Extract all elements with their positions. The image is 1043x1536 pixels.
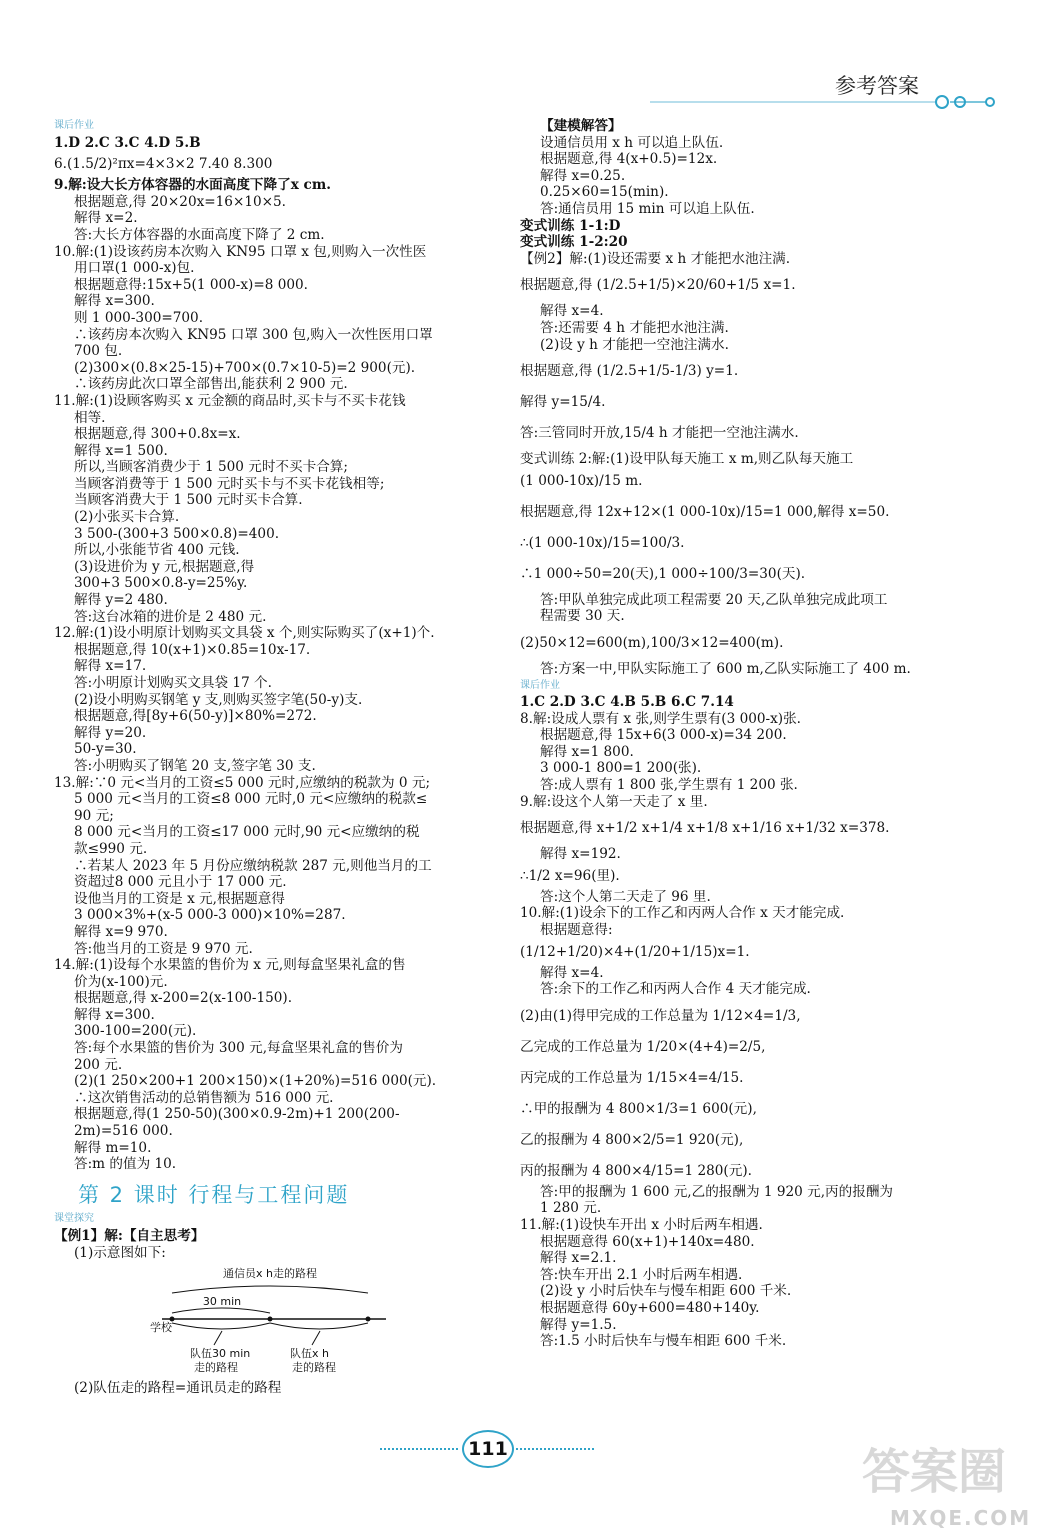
answer-line: 答:快车开出 2.1 小时后两车相遇. <box>540 1266 743 1283</box>
header-decoration <box>650 92 1000 116</box>
answer-line: 乙的报酬为 4 800×2/5=1 920(元), <box>520 1131 744 1148</box>
answer-line: 12.解:(1)设小明原计划购买文具袋 x 个,则实际购买了(x+1)个. <box>54 625 435 642</box>
answer-line: (2)小张买卡合算. <box>74 509 180 526</box>
answer-line: 答:小明购买了钢笔 20 支,签字笔 30 支. <box>74 757 316 774</box>
left-column <box>54 118 512 1396</box>
answer-line: 解得 x=0.25. <box>540 167 626 184</box>
answer-line: 设通信员用 x h 可以追上队伍. <box>540 134 724 151</box>
answer-line: 解得 y=15/4. <box>520 394 606 411</box>
answer-line: 变式训练 1-1:D <box>520 217 621 234</box>
answer-line: 解得 x=2. <box>74 210 138 227</box>
answer-line: 根据题意,得 10(x+1)×0.85=10x-17. <box>74 641 311 658</box>
answer-line: 根据题意得 60(x+1)+140x=480. <box>540 1233 755 1250</box>
answer-line: 14.解:(1)设每个水果篮的售价为 x 元,则每盒坚果礼盒的售 <box>54 957 406 974</box>
answer-line: 6.(1.5/2)²πx=4×3×2 7.40 8.300 <box>54 156 273 173</box>
answer-line: 答:大长方体容器的水面高度下降了 2 cm. <box>74 226 325 243</box>
header-title: 参考答案 <box>835 74 919 98</box>
answer-line: 款≤990 元. <box>74 840 148 857</box>
diagram-label-b1: 队伍x h <box>290 1347 329 1361</box>
answer-line: 答:1.5 小时后快车与慢车相距 600 千米. <box>540 1333 787 1350</box>
watermark-text: MXQE.COM <box>890 1506 1032 1530</box>
answer-line: 0.25×60=15(min). <box>540 184 669 201</box>
answer-line: 答:余下的工作乙和丙两人合作 4 天才能完成. <box>540 981 811 998</box>
example-heading: 【例1】解:【自主思考】 <box>54 1228 205 1244</box>
answer-line: 解得 y=1.5. <box>540 1316 617 1333</box>
section-tag: 课后作业 <box>54 120 94 131</box>
answer-line: (2)300×(0.8×25-15)+700×(0.7×10-5)=2 900(元). <box>74 359 416 376</box>
right-column <box>520 118 995 1350</box>
answer-line: ∴若某人 2023 年 5 月份应缴纳税款 287 元,则他当月的工 <box>74 857 432 874</box>
answer-line: 1.D 2.C 3.C 4.D 5.B <box>54 134 201 151</box>
watermark-logo <box>862 1430 1032 1506</box>
answer-line: 解得 x=2.1. <box>540 1250 617 1267</box>
answer-line: 【建模解答】 <box>540 118 622 134</box>
answer-line: 当顾客消费大于 1 500 元时买卡合算. <box>74 492 303 509</box>
answer-line: 1.C 2.D 3.C 4.B 5.B 6.C 7.14 <box>520 694 734 711</box>
answer-line: 解得 x=1 500. <box>74 442 168 459</box>
answer-line: 根据题意得 60y+600=480+140y. <box>540 1299 760 1316</box>
answer-line: 700 包. <box>74 343 123 360</box>
diagram-label-b2: 走的路程 <box>292 1361 336 1374</box>
answer-line: 答:这个人第二天走了 96 里. <box>540 888 711 905</box>
answer-line: 根据题意,得 (1/2.5+1/5-1/3) y=1. <box>520 363 739 380</box>
answer-line: 答:三管同时开放,15/4 h 才能把一空池注满水. <box>520 425 799 442</box>
answer-line: 8 000 元<当月的工资≤17 000 元时,90 元<应缴纳的税 <box>74 824 420 841</box>
answer-line: 答:他当月的工资是 9 970 元. <box>74 940 253 957</box>
answer-line: (1)示意图如下: <box>74 1244 166 1261</box>
answer-line: 根据题意,得 x-200=2(x-100-150). <box>74 990 293 1007</box>
answer-line: 根据题意,得 12x+12×(1 000-10x)/15=1 000,解得 x=50. <box>520 503 890 520</box>
answer-line: 变式训练 2:解:(1)设甲队每天施工 x m,则乙队每天施工 <box>520 451 854 468</box>
section-tag: 课后作业 <box>520 679 560 691</box>
answer-line: 根据题意,得 4(x+0.5)=12x. <box>540 151 718 168</box>
diagram-label-a1: 队伍30 min <box>190 1347 251 1361</box>
answer-line: 所以,小张能节省 400 元钱. <box>74 542 240 559</box>
answer-line: 程需要 30 天. <box>540 608 625 625</box>
answer-line: 根据题意得:15x+5(1 000-x)=8 000. <box>74 276 308 293</box>
answer-line: 3 000-1 800=1 200(张). <box>540 760 702 777</box>
footer-divider <box>380 1448 458 1450</box>
answer-line: 答:成人票有 1 800 张,学生票有 1 200 张. <box>540 777 798 794</box>
answer-line: ∴该药房此次口罩全部售出,能获利 2 900 元. <box>74 376 348 393</box>
answer-line: 则 1 000-300=700. <box>74 309 204 326</box>
answer-line: 解得 y=20. <box>74 724 147 741</box>
answer-line: 2m)=516 000. <box>74 1123 173 1140</box>
answer-line: 根据题意,得 x+1/2 x+1/4 x+1/8 x+1/16 x+1/32 x=378. <box>520 820 890 837</box>
answer-line: (3)设进价为 y 元,根据题意,得 <box>74 558 255 575</box>
answer-line: 价为(x-100)元. <box>74 973 168 990</box>
answer-line: 丙完成的工作总量为 1/15×4=4/15. <box>520 1069 744 1086</box>
answer-line: (1 000-10x)/15 m. <box>520 472 643 489</box>
answer-line: ∴1 000÷50=20(天),1 000÷100/3=30(天). <box>520 565 806 582</box>
answer-line: ∴1/2 x=96(里). <box>520 867 620 884</box>
section-tag: 课堂探究 <box>54 1213 94 1225</box>
diagram-label-a2: 走的路程 <box>194 1361 238 1374</box>
page-number: 111 <box>462 1430 514 1468</box>
answer-line: 解得 x=192. <box>540 846 621 863</box>
answer-line: 根据题意,得 20×20x=16×10×5. <box>74 193 286 210</box>
answer-line: 答:每个水果篮的售价为 300 元,每盒坚果礼盒的售价为 <box>74 1040 403 1057</box>
answer-line: 解得 x=9 970. <box>74 923 168 940</box>
answer-line: 答:甲的报酬为 1 600 元,乙的报酬为 1 920 元,丙的报酬为 <box>540 1183 894 1200</box>
answer-line: 50-y=30. <box>74 741 137 758</box>
answer-line: 8.解:设成人票有 x 张,则学生票有(3 000-x)张. <box>520 710 802 727</box>
distance-diagram <box>150 1265 400 1373</box>
answer-line: 资超过8 000 元且小于 17 000 元. <box>74 874 287 891</box>
answer-line: 10.解:(1)设该药房本次购入 KN95 口罩 x 包,则购入一次性医 <box>54 243 427 260</box>
answer-line: 根据题意,得 (1/2.5+1/5)×20/60+1/5 x=1. <box>520 277 796 294</box>
answer-line: 200 元. <box>74 1056 123 1073</box>
answer-line: 根据题意,得(1 250-50)(300×0.9-2m)+1 200(200- <box>74 1106 400 1123</box>
answer-line: 解得 x=4. <box>540 303 604 320</box>
answer-line: 300+3 500×0.8-y=25%y. <box>74 575 248 592</box>
answer-line: 答:通信员用 15 min 可以追上队伍. <box>540 200 755 217</box>
answer-line: 1 280 元. <box>540 1200 602 1217</box>
answer-line: 13.解:∵0 元<当月的工资≤5 000 元时,应缴纳的税款为 0 元; <box>54 774 431 791</box>
answer-line: ∴该药房本次购入 KN95 口罩 300 包,购入一次性医用口罩 <box>74 326 433 343</box>
answer-line: (2)设小明购买钢笔 y 支,则购买签字笔(50-y)支. <box>74 691 363 708</box>
answer-line: 设他当月的工资是 x 元,根据题意得 <box>74 890 285 907</box>
answer-line: 所以,当顾客消费少于 1 500 元时不买卡合算; <box>74 459 348 476</box>
lesson-title: 第 2 课时 行程与工程问题 <box>78 1182 350 1207</box>
answer-line: 答:这台冰箱的进价是 2 480 元. <box>74 608 267 625</box>
answer-line: 9.解:设大长方体容器的水面高度下降了x cm. <box>54 177 331 194</box>
answer-line: 解得 x=300. <box>74 1006 155 1023</box>
answer-line: 3 000×3%+(x-5 000-3 000)×10%=287. <box>74 907 346 924</box>
answer-line: ∴(1 000-10x)/15=100/3. <box>520 534 685 551</box>
answer-line: (1/12+1/20)×4+(1/20+1/15)x=1. <box>520 943 750 960</box>
answer-line: 用口罩(1 000-x)包. <box>74 260 195 277</box>
answer-line: 相等. <box>74 409 106 426</box>
answer-line: 根据题意,得 300+0.8x=x. <box>74 426 241 443</box>
answer-line: 11.解:(1)设顾客购买 x 元金额的商品时,买卡与不买卡花钱 <box>54 392 406 409</box>
answer-line: 答:小明原计划购买文具袋 17 个. <box>74 675 272 691</box>
answer-line: 解得 x=4. <box>540 964 604 981</box>
answer-line: 9.解:设这个人第一天走了 x 里. <box>520 793 708 810</box>
answer-line: (2)设 y 小时后快车与慢车相距 600 千米. <box>540 1283 792 1300</box>
answer-line: 【例2】解:(1)设还需要 x h 才能把水池注满. <box>520 250 791 267</box>
answer-line: 10.解:(1)设余下的工作乙和丙两人合作 x 天才能完成. <box>520 905 845 922</box>
answer-line: 答:方案一中,甲队实际施工了 600 m,乙队实际施工了 400 m. <box>540 660 911 677</box>
answer-line: (2)50×12=600(m),100/3×12=400(m). <box>520 634 784 651</box>
answer-line: ∴甲的报酬为 4 800×1/3=1 600(元), <box>520 1100 757 1117</box>
answer-line: (2)设 y h 才能把一空池注满水. <box>540 336 729 353</box>
diagram-school-label: 学校 <box>150 1321 172 1335</box>
answer-line: (2)(1 250×200+1 200×150)×(1+20%)=516 000(元). <box>74 1073 437 1090</box>
answer-line: 丙的报酬为 4 800×4/15=1 280(元). <box>520 1162 752 1179</box>
answer-line: 当顾客消费等于 1 500 元时买卡与不买卡花钱相等; <box>74 475 385 492</box>
diagram-inner-label: 30 min <box>202 1295 242 1309</box>
answer-line: 解得 y=2 480. <box>74 592 168 609</box>
answer-line: 300-100=200(元). <box>74 1023 197 1040</box>
answer-line: 5 000 元<当月的工资≤8 000 元时,0 元<应缴纳的税款≤ <box>74 791 428 808</box>
answer-line: 90 元; <box>74 807 114 824</box>
answer-line: (2)队伍走的路程=通讯员走的路程 <box>74 1379 282 1396</box>
answer-line: 答:甲队单独完成此项工程需要 20 天,乙队单独完成此项工 <box>540 591 888 608</box>
answer-line: 3 500-(300+3 500×0.8)=400. <box>74 525 280 542</box>
diagram-top-label: 通信员x h走的路程 <box>223 1267 317 1281</box>
answer-line: 解得 x=1 800. <box>540 743 634 760</box>
answer-line: 根据题意,得[8y+6(50-y)]×80%=272. <box>74 708 317 725</box>
footer-divider <box>516 1448 594 1450</box>
answer-line: 解得 x=300. <box>74 293 155 310</box>
answer-line: 答:还需要 4 h 才能把水池注满. <box>540 319 729 336</box>
answer-line: 变式训练 1-2:20 <box>520 234 628 251</box>
answer-line: 解得 m=10. <box>74 1139 152 1156</box>
answer-line: (2)由(1)得甲完成的工作总量为 1/12×4=1/3, <box>520 1007 801 1024</box>
answer-line: ∴这次销售活动的总销售额为 516 000 元. <box>74 1089 334 1106</box>
answer-line: 答:m 的值为 10. <box>74 1156 177 1173</box>
answer-line: 根据题意,得 15x+6(3 000-x)=34 200. <box>540 727 787 744</box>
answer-line: 11.解:(1)设快车开出 x 小时后两车相遇. <box>520 1217 763 1233</box>
answer-line: 乙完成的工作总量为 1/20×(4+4)=2/5, <box>520 1038 766 1055</box>
watermark-logo-text: 答案圈 <box>862 1444 1007 1500</box>
answer-line: 根据题意得: <box>540 922 613 939</box>
answer-line: 解得 x=17. <box>74 658 147 675</box>
